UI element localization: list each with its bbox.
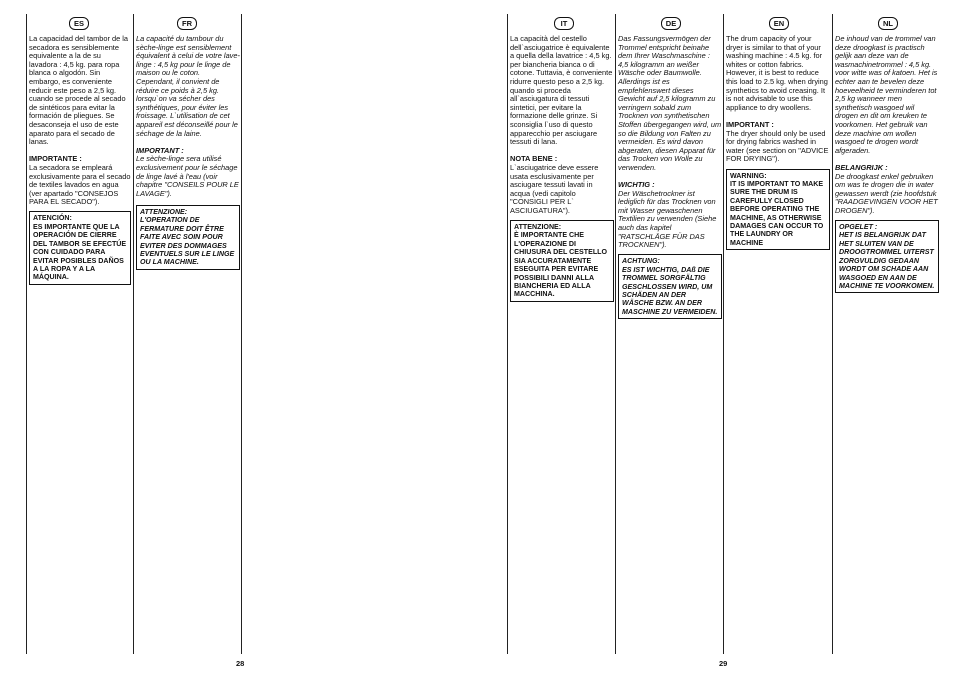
important-heading: IMPORTANTE : xyxy=(29,154,82,164)
column-divider xyxy=(507,14,508,654)
important-heading: BELANGRIJK : xyxy=(835,162,888,172)
capacity-paragraph: La capacità del cestello dell`asciugatrice è equivalente a quella della lavatrice : 4,5 kg. per biancheria bianca o di cotone. Tuttavia, è conveniente ridurre questo peso a 2,5 kg. quando si proceda all`asciugatura di tessuti sintetici, per evitare la formazione delle grinze. Si sconsiglia l`uso di questo apparecchio per asciugare tessuti di lana. xyxy=(510,34,613,147)
important-heading: NOTA BENE : xyxy=(510,154,558,164)
language-badge-en: EN xyxy=(769,17,789,30)
language-badge-es: ES xyxy=(69,17,89,30)
warning-box xyxy=(726,169,830,251)
warning-text: È IMPORTANTE CHE L'OPERAZIONE DI CHIUSURA DEL CESTELLO SIA ACCURATAMENTE ESEGUITA PER EVITARE POSSIBILI DANNI ALLA BIANCHERIA ED ALLA MACCHINA. xyxy=(514,231,608,299)
warning-text: HET IS BELANGRIJK DAT HET SLUITEN VAN DE DROOGTROMMEL UITERST ZORGVULDIG GEDAAN WORDT OM SCHADE AAN WASGOED EN AAN DE MACHINE TE VOORKOMEN. xyxy=(839,231,935,290)
important-text: Der Wäschetrockner ist lediglich für das Trocknen von mit Wasser gewaschenen Textilien zu verwenden (Siehe auch das kapitel "RATSCHLÄGE FÜR DAS TROCKNEN"). xyxy=(618,188,717,250)
warning-heading: WARNING: xyxy=(730,171,767,180)
column-divider xyxy=(723,14,724,654)
column-nl xyxy=(835,14,939,654)
column-divider xyxy=(133,14,134,654)
warning-box xyxy=(136,205,240,270)
warning-box xyxy=(835,220,939,293)
important-heading: IMPORTANT : xyxy=(726,119,774,129)
warning-box xyxy=(510,220,614,302)
warning-heading: ATTENZIONE: xyxy=(514,223,562,232)
column-divider xyxy=(241,14,242,654)
capacity-paragraph: Das Fassungsvermögen der Trommel entspricht beinahe dem Ihrer Waschmaschine : 4,5 kilogramm an weißer Wäsche oder Baumwolle. Allerdings ist es empfehlenswert dieses Gewicht auf 2,5 kilogramm zu verringern sobald zum Trocknen von synthetischen Stoffen übergegangen wird, um so die Bildung von Falten zu vermeiden. Es wird davon abgeraten, diesen Apparat für das Trocken von Wolle zu verwenden. xyxy=(618,34,722,172)
important-text: The dryer should only be used for drying fabrics washed in water (see section on "ADVICE FOR DRYING"). xyxy=(726,128,829,164)
warning-box xyxy=(29,211,131,284)
warning-text: ES IMPORTANTE QUE LA OPERACIÓN DE CIERRE DEL TAMBOR SE EFECTÚE CON CUIDADO PARA EVITAR POSIBLES DAÑOS A LA ROPA Y A LA MÁQUINA. xyxy=(33,222,127,282)
page-29 xyxy=(477,0,954,675)
page-number: 29 xyxy=(719,659,728,668)
language-badge-it: IT xyxy=(554,17,574,30)
column-divider xyxy=(832,14,833,654)
warning-heading: OPGELET : xyxy=(839,223,878,232)
important-heading: IMPORTANT : xyxy=(136,145,184,155)
important-heading: WICHTIG : xyxy=(618,180,655,190)
capacity-paragraph: La capacidad del tambor de la secadora es sensiblemente equivalente a la de su lavadora : 4,5 kg. para ropa blanca o algodón. Sin embargo, es conveniente reducir este peso a 2,5 kg. cuando se procede al secado de sintéticos para evitar la formación de pliegues. Se desaconseja el uso de este aparato para el secado de lanas. xyxy=(29,34,129,147)
warning-text: ES IST WICHTIG, DAß DIE TROMMEL SORGFÄLTIG GESCHLOSSEN WIRD, UM SCHÄDEN AN DER WÄSCHE BZW. AN DER MASCHINE ZU VERMEIDEN. xyxy=(622,265,718,316)
warning-heading: ATTENZIONE: xyxy=(140,207,188,216)
language-badge-nl: NL xyxy=(878,17,898,30)
important-text: La secadora se empleará exclusivamente para el secado de textiles lavados en agua (ver apartado "CONSEJOS PARA EL SECADO"). xyxy=(29,162,131,207)
warning-text: L'OPERATION DE FERMATURE DOIT ÊTRE FAITE AVEC SOIN POUR EVITER DES DOMMAGES EVENTUELS SUR LE LINGE OU LA MACHINE. xyxy=(140,216,235,267)
column-en xyxy=(726,14,830,654)
warning-box xyxy=(618,254,722,319)
column-divider xyxy=(615,14,616,654)
warning-heading: ACHTUNG: xyxy=(622,257,660,266)
warning-heading: ATENCIÓN: xyxy=(33,214,72,223)
important-text: Le sèche-linge sera utilisé exclusivement pour le séchage de linge lavé à l'eau (voir chapitre "CONSEILS POUR LE LAVAGE"). xyxy=(136,154,239,198)
column-es xyxy=(29,14,131,654)
column-de xyxy=(618,14,722,654)
important-text: L`asciugatrice deve essere usata esclusivamente per asciugare tessuti lavati in acqua (vedi capitolo "CONSIGLI PER L` ASCIUGATURA"). xyxy=(510,162,599,215)
column-it xyxy=(510,14,614,654)
warning-text: IT IS IMPORTANT TO MAKE SURE THE DRUM IS CAREFULLY CLOSED BEFORE OPERATING THE MACHINE, AS OTHERWISE DAMAGES CAN OCCUR TO THE LAUNDRY OR MACHINE xyxy=(730,179,824,247)
language-badge-fr: FR xyxy=(177,17,197,30)
language-badge-de: DE xyxy=(661,17,681,30)
important-text: De droogkast enkel gebruiken om was te drogen die in water gewassen werdt (zie hoofdstuk "RAADGEVINGEN VOOR HET DROGEN"). xyxy=(835,171,938,215)
column-divider xyxy=(26,14,27,654)
capacity-paragraph: De inhoud van de trommel van deze droogkast is practisch gelijk aan deze van de wasmachinetrommel : 4,5 kg. voor witte was of katoen. Het is echter aan te bevelen deze hoeveelheid te verminderen tot 2,5 kg wanneer men synthetisch wasgoed wil drogen en dit om kreuken te voorkomen. Het gebruik van deze machine om wollen wasgoed te drogen wordt afgeraden. xyxy=(835,34,938,155)
column-fr xyxy=(136,14,240,654)
page-number: 28 xyxy=(236,659,245,668)
capacity-paragraph: La capacité du tambour du sèche-linge est sensiblement équivalent à celui de votre lave-linge : 4,5 kg pour le linge de maison ou le coton. Cependant, il convient de réduire ce poids à 2,5 kg. lorsqu`on va sécher des synthétiques, pour éviter les froissage. L`utilisation de cet appareil est déconseillé pour le séchage de la laine. xyxy=(136,34,240,138)
capacity-paragraph: The drum capacity of your dryer is similar to that of your washing machine : 4.5 kg. for whites or cotton fabrics. However, it is best to reduce this load to 2.5 kg. when drying synthetics to avoid creasing. It is not advisable to use this appliance to dry woollens. xyxy=(726,34,828,112)
